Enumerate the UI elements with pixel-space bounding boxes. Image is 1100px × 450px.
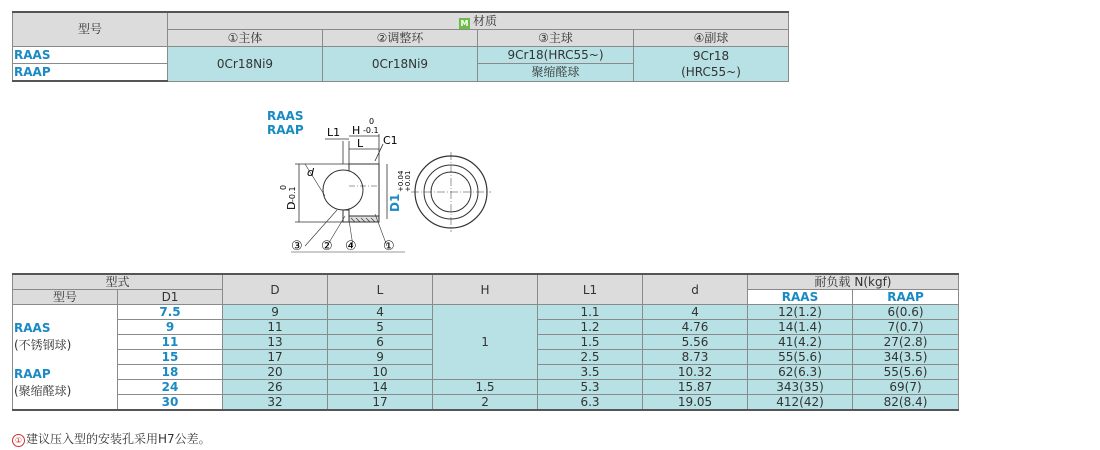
d-cell: 32 <box>223 395 328 411</box>
dimension-table <box>12 273 959 411</box>
dim-c1-label: C1 <box>383 134 398 147</box>
footnote-mark-icon: ① <box>12 434 25 447</box>
material-body-value: 0Cr18Ni9 <box>168 47 323 82</box>
col-header-h: H <box>433 274 538 305</box>
footnote <box>12 430 211 447</box>
dim-l1-label: L1 <box>327 126 341 139</box>
l1-cell: 1.1 <box>538 305 643 320</box>
d1-cell: 7.5 <box>118 305 223 320</box>
material-badge-icon: M <box>460 19 469 28</box>
col-header-l1: L1 <box>538 274 643 305</box>
material-main-ball-raap: 聚缩醛球 <box>478 64 634 82</box>
h-merged-cell: 1 <box>433 305 538 380</box>
group1-code: RAAS <box>14 321 51 335</box>
material-header <box>168 12 789 30</box>
h-cell: 2 <box>433 395 538 411</box>
sub-ball-line1: 9Cr18 <box>692 48 730 63</box>
table-row <box>13 395 959 411</box>
ball-d-cell: 19.05 <box>643 395 748 411</box>
l-cell: 17 <box>328 395 433 411</box>
l-cell: 9 <box>328 350 433 365</box>
d1-cell: 18 <box>118 365 223 380</box>
callout-2: ② <box>321 239 333 254</box>
material-ring-value: 0Cr18Ni9 <box>323 47 478 82</box>
d-cell: 9 <box>223 305 328 320</box>
l-cell: 14 <box>328 380 433 395</box>
d1-cell: 11 <box>118 335 223 350</box>
bearing-side-view <box>323 164 379 222</box>
load-raas-cell: 55(5.6) <box>748 350 853 365</box>
dim-l-label: L <box>357 137 364 150</box>
l-cell: 6 <box>328 335 433 350</box>
load-raas-cell: 412(42) <box>748 395 853 411</box>
material-col-main-ball: ③主球 <box>478 30 634 47</box>
table-row <box>13 305 959 320</box>
d-cell: 26 <box>223 380 328 395</box>
col-header-d: D <box>223 274 328 305</box>
material-sub-ball-value <box>634 47 789 82</box>
technical-drawing <box>265 106 505 258</box>
material-main-ball-raas: 9Cr18(HRC55~) <box>478 47 634 64</box>
d-cell: 20 <box>223 365 328 380</box>
load-raas-cell: 12(1.2) <box>748 305 853 320</box>
l-cell: 5 <box>328 320 433 335</box>
l1-cell: 5.3 <box>538 380 643 395</box>
load-col-raap: RAAP <box>853 290 959 305</box>
ball-d-cell: 4 <box>643 305 748 320</box>
dim-d-label: D <box>285 201 298 210</box>
load-header: 耐负载 N(kgf) <box>748 274 959 290</box>
col-header-ball-d: d <box>643 274 748 305</box>
callout-1: ① <box>383 239 395 254</box>
material-code-raas: RAAS <box>13 47 168 64</box>
load-raap-cell: 82(8.4) <box>853 395 959 411</box>
l1-cell: 6.3 <box>538 395 643 411</box>
l-cell: 4 <box>328 305 433 320</box>
load-raap-cell: 7(0.7) <box>853 320 959 335</box>
group1-desc: (不锈钢球) <box>14 338 72 352</box>
d-cell: 11 <box>223 320 328 335</box>
material-col-sub-ball: ④副球 <box>634 30 789 47</box>
col-header-l: L <box>328 274 433 305</box>
dim-ball-d-label: d <box>307 166 314 179</box>
d1-cell: 9 <box>118 320 223 335</box>
material-col-ring: ②调整环 <box>323 30 478 47</box>
l1-cell: 1.5 <box>538 335 643 350</box>
dim-d1-tol-lower: +0.01 <box>404 170 412 192</box>
d1-cell: 15 <box>118 350 223 365</box>
ball-d-cell: 5.56 <box>643 335 748 350</box>
bearing-front-view <box>411 152 491 232</box>
load-col-raas: RAAS <box>748 290 853 305</box>
model-group-cell <box>13 305 118 411</box>
ball-d-cell: 10.32 <box>643 365 748 380</box>
load-raap-cell: 34(3.5) <box>853 350 959 365</box>
d1-cell: 24 <box>118 380 223 395</box>
model-header: 型号 <box>13 290 118 305</box>
material-header-label: 材质 <box>473 14 498 28</box>
l1-cell: 1.2 <box>538 320 643 335</box>
dim-h-tol-upper: 0 <box>369 117 375 126</box>
sub-ball-line2: (HRC55~) <box>681 64 741 79</box>
footnote-text: 建议压入型的安装孔采用H7公差。 <box>26 432 211 446</box>
d1-header: D1 <box>118 290 223 305</box>
dim-d-tol-upper: 0 <box>279 184 288 190</box>
d-cell: 13 <box>223 335 328 350</box>
load-raas-cell: 41(4.2) <box>748 335 853 350</box>
l1-cell: 3.5 <box>538 365 643 380</box>
load-raap-cell: 27(2.8) <box>853 335 959 350</box>
dim-d1-label: D1 <box>388 193 402 212</box>
load-raas-cell: 14(1.4) <box>748 320 853 335</box>
material-row-raas <box>13 47 789 64</box>
load-raap-cell: 69(7) <box>853 380 959 395</box>
group2-code: RAAP <box>14 367 51 381</box>
d-cell: 17 <box>223 350 328 365</box>
ball-d-cell: 15.87 <box>643 380 748 395</box>
material-col-body: ①主体 <box>168 30 323 47</box>
d1-cell: 30 <box>118 395 223 411</box>
drawing-label-raas: RAAS <box>267 109 304 123</box>
load-raap-cell: 6(0.6) <box>853 305 959 320</box>
material-table <box>12 11 789 82</box>
dim-d1-tol-upper: +0.04 <box>397 170 405 192</box>
table-row <box>13 380 959 395</box>
dim-h-tol-lower: -0.1 <box>363 126 379 135</box>
material-model-header: 型号 <box>13 12 168 47</box>
dim-d-tol-lower: -0.1 <box>288 186 297 202</box>
load-raap-cell: 55(5.6) <box>853 365 959 380</box>
callout-4: ④ <box>345 239 357 254</box>
callout-3: ③ <box>291 239 303 254</box>
dim-h-label: H <box>352 124 361 137</box>
l1-cell: 2.5 <box>538 350 643 365</box>
l-cell: 10 <box>328 365 433 380</box>
ball-d-cell: 8.73 <box>643 350 748 365</box>
ball-d-cell: 4.76 <box>643 320 748 335</box>
type-header: 型式 <box>13 274 223 290</box>
load-raas-cell: 62(6.3) <box>748 365 853 380</box>
drawing-label-raap: RAAP <box>267 123 304 137</box>
material-code-raap: RAAP <box>13 64 168 82</box>
group2-desc: (聚缩醛球) <box>14 384 72 398</box>
h-cell: 1.5 <box>433 380 538 395</box>
load-raas-cell: 343(35) <box>748 380 853 395</box>
